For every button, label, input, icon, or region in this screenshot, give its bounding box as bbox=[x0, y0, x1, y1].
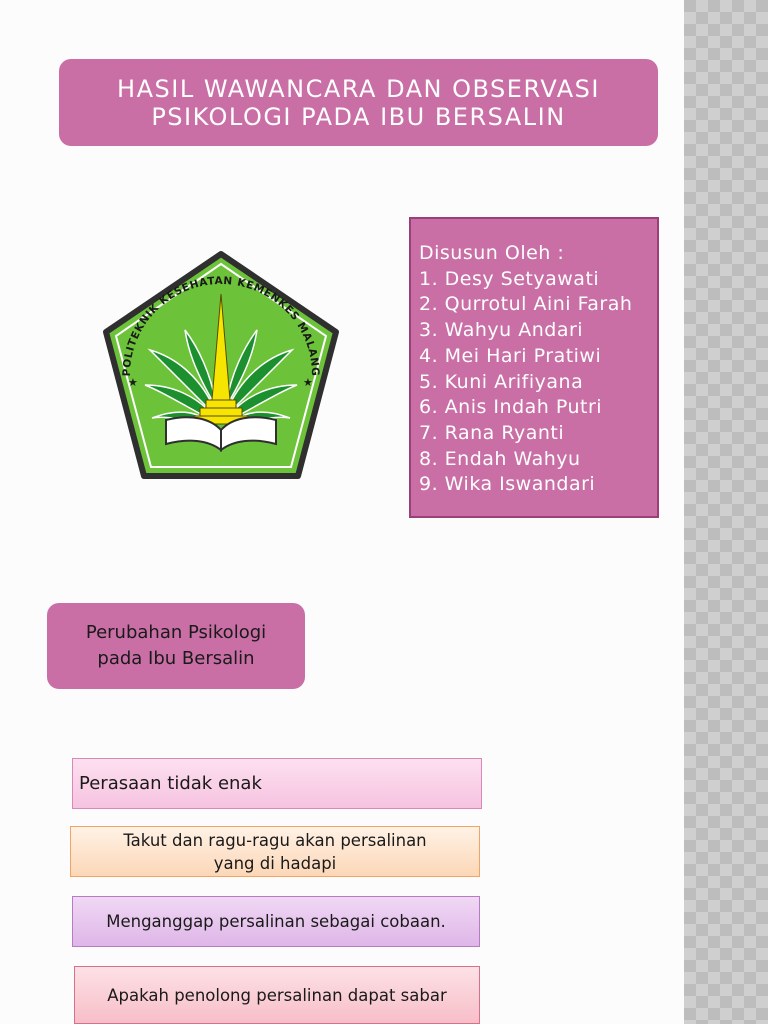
author-item: 9. Wika Iswandari bbox=[419, 473, 596, 496]
point-text: Menganggap persalinan sebagai cobaan. bbox=[106, 912, 446, 931]
side-pattern-strip bbox=[684, 0, 768, 1024]
title-banner bbox=[59, 59, 658, 146]
point-text-line-1: Takut dan ragu-ragu akan persalinan bbox=[123, 830, 427, 850]
authors-panel bbox=[409, 217, 659, 518]
svg-text:★: ★ bbox=[128, 376, 138, 389]
section-heading-box bbox=[47, 603, 305, 689]
author-item: 8. Endah Wahyu bbox=[419, 447, 581, 470]
section-heading-line-1: Perubahan Psikologi bbox=[85, 622, 267, 643]
logo-text: POLITEKNIK KESEHATAN KEMENKES MALANG bbox=[120, 274, 322, 377]
point-box-fear bbox=[70, 826, 480, 877]
author-item: 6. Anis Indah Putri bbox=[419, 396, 603, 419]
author-item: 1. Desy Setyawati bbox=[419, 267, 600, 290]
title-line-2: PSIKOLOGI PADA IBU BERSALIN bbox=[151, 102, 566, 131]
authors-heading: Disusun Oleh : bbox=[419, 242, 565, 264]
point-box-trial bbox=[72, 896, 480, 947]
point-text-line-2: yang di hadapi bbox=[213, 853, 337, 873]
title-line-1: HASIL WAWANCARA DAN OBSERVASI bbox=[117, 74, 600, 103]
svg-text:★: ★ bbox=[303, 376, 313, 389]
point-text: Apakah penolong persalinan dapat sabar bbox=[107, 985, 447, 1005]
author-item: 3. Wahyu Andari bbox=[419, 319, 584, 342]
point-box-patience bbox=[74, 966, 480, 1024]
point-text: Perasaan tidak enak bbox=[79, 773, 262, 794]
author-item: 4. Mei Hari Pratiwi bbox=[419, 344, 602, 367]
politeknik-logo bbox=[100, 250, 342, 484]
point-box-feeling bbox=[72, 758, 482, 809]
author-item: 7. Rana Ryanti bbox=[419, 421, 565, 444]
author-item: 2. Qurrotul Aini Farah bbox=[419, 293, 633, 316]
author-item: 5. Kuni Arifiyana bbox=[419, 370, 584, 393]
section-heading-line-2: pada Ibu Bersalin bbox=[97, 648, 255, 669]
